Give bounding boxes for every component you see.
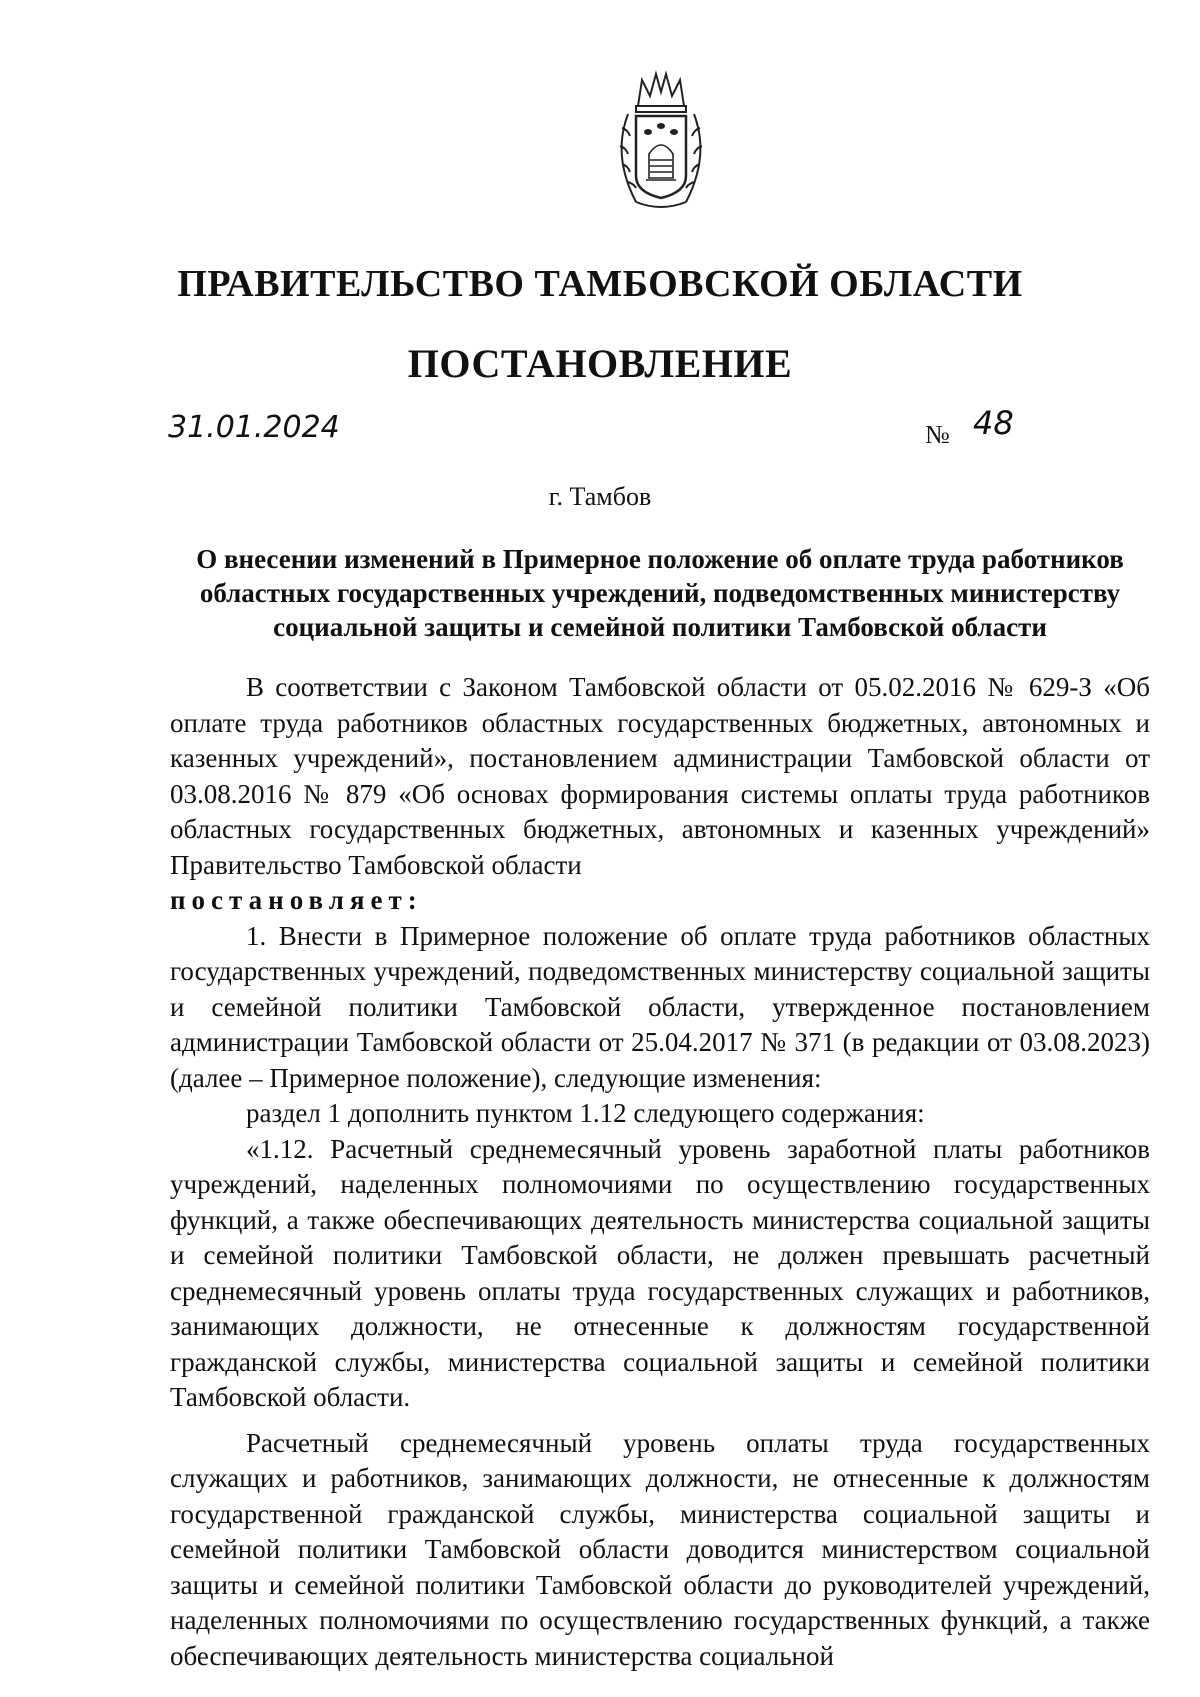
document-title: О внесении изменений в Примерное положение об оплате труда работников областных государственных учреждений, подведомственных министерству социальной защиты и семейной политики Тамбовской области xyxy=(196,544,1124,642)
preamble-paragraph xyxy=(170,670,1150,883)
city: г. Тамбов xyxy=(548,482,652,511)
clause-1-12-paragraph: «1.12. Расчетный среднемесячный уровень заработной платы работников учреждений, наделенных полномочиями по осуществлению государственных функций, а также обеспечивающих деятельность министерства социальной защиты и семейной политики Тамбовской области, не должен превышать расчетный среднемесячный уровень оплаты труда государственных служащих и работников, занимающих должности, не отнесенные к должностям государственной гражданской службы, министерства социальной защиты и семейной политики Тамбовской области. xyxy=(170,1133,1150,1412)
resolves-line xyxy=(170,883,1150,919)
clause-1-12-second-paragraph: Расчетный среднемесячный уровень оплаты труда государственных служащих и работников, занимающих должности, не отнесенные к должностям государственной гражданской службы, министерства социальной защиты и семейной политики Тамбовской области доводится министерством социальной защиты и семейной политики Тамбовской области до руководителей учреждений, наделенных полномочиями по осуществлению государственных функций, а также обеспечивающих деятельность министерства социальной xyxy=(170,1427,1150,1671)
item-1-paragraph: 1. Внести в Примерное положение об оплате труда работников областных государственных учреждений, подведомственных министерству социальной защиты и семейной политики Тамбовской области, утвержденное постановлением администрации Тамбовской области от 25.04.2017 № 371 (в редакции от 03.08.2023) (далее – Примерное положение), следующие изменения: xyxy=(170,920,1150,1093)
document-type: ПОСТАНОВЛЕНИЕ xyxy=(407,341,793,386)
item-1-sub-paragraph: раздел 1 дополнить пунктом 1.12 следующего содержания: xyxy=(246,1098,925,1128)
tambov-coat-of-arms-icon xyxy=(606,66,716,216)
document-number: 48 xyxy=(973,404,1014,442)
number-label: № xyxy=(925,420,950,449)
organization-name: ПРАВИТЕЛЬСТВО ТАМБОВСКОЙ ОБЛАСТИ xyxy=(177,263,1023,305)
preamble-text: В соответствии с Законом Тамбовской области от 05.02.2016 № 629-З «Об оплате труда работников областных государственных бюджетных, автономных и казенных учреждений», постановлением администрации Тамбовской области от 03.08.2016 № 879 «Об основах формирования системы оплаты труда работников областных государственных бюджетных, автономных и казенных учреждений» Правительство Тамбовской области xyxy=(170,672,1150,880)
document-body xyxy=(170,670,1150,1674)
resolves-word: постановляет: xyxy=(170,885,423,915)
document-date: 31.01.2024 xyxy=(168,410,340,445)
